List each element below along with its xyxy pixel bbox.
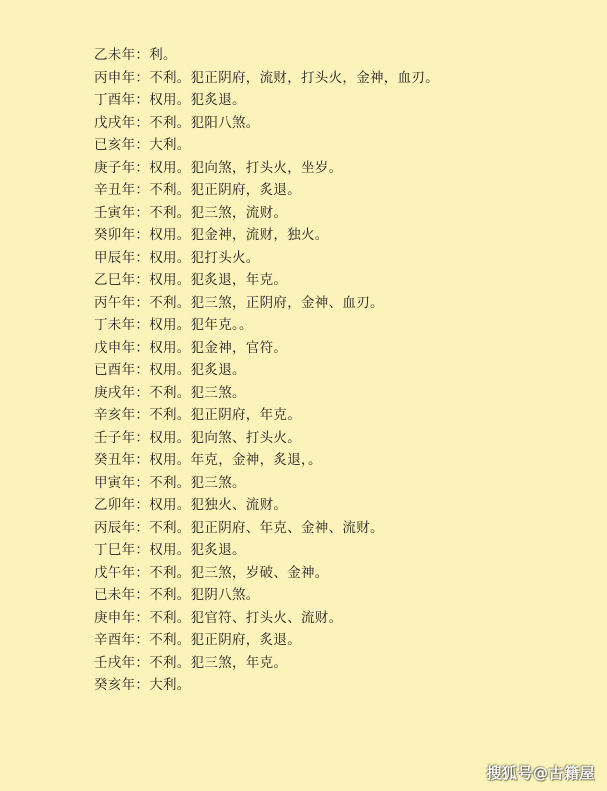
list-item: 乙卯年：权用。犯独火、流财。: [94, 497, 288, 513]
list-item: 庚子年：权用。犯向煞，打头火，坐岁。: [94, 159, 343, 176]
list-item: 癸丑年：权用。年克，金神，炙退，。: [94, 452, 322, 468]
list-item: 已未年：不利。犯阴八煞。: [94, 587, 260, 603]
list-item: 已亥年：大利。: [94, 137, 191, 153]
list-item: 戊午年：不利。犯三煞，岁破、金神。: [94, 564, 329, 581]
list-item: 丁巳年：权用。犯炙退。: [94, 542, 246, 558]
list-item: 辛丑年：不利。犯正阴府，炙退。: [94, 182, 301, 198]
list-item: 庚申年：不利。犯官符、打头火、流财。: [94, 609, 343, 626]
year-list: [94, 44, 574, 697]
list-item: 丙辰年：不利。犯正阴府、年克、金神、流财。: [94, 519, 384, 536]
list-item: 乙未年：利。: [94, 47, 177, 63]
list-item: 甲寅年：不利。犯三煞。: [94, 474, 246, 491]
list-item: 乙巳年：权用。犯炙退，年克。: [94, 272, 288, 288]
list-item: 丙申年：不利。犯正阴府，流财，打头火，金神，血刃。: [94, 69, 439, 86]
list-item: 丁未年：权用。犯年克。。: [94, 317, 253, 333]
list-item: 戊戌年：不利。犯阳八煞。: [94, 114, 260, 131]
list-item: 壬戌年：不利。犯三煞，年克。: [94, 654, 288, 671]
watermark: 搜狐号@古籍屋: [486, 764, 595, 782]
list-item: 丁酉年：权用。犯炙退。: [94, 92, 246, 108]
list-item: 已酉年：权用。犯炙退。: [94, 362, 246, 378]
list-item: 辛酉年：不利。犯正阴府，炙退。: [94, 632, 301, 648]
list-item: 甲辰年：权用。犯打头火。: [94, 249, 260, 266]
list-item: 壬子年：权用。犯向煞、打头火。: [94, 429, 301, 446]
list-item: 辛亥年：不利。犯正阴府，年克。: [94, 407, 301, 423]
list-item: 壬寅年：不利。犯三煞，流财。: [94, 204, 288, 221]
list-item: 丙午年：不利。犯三煞，正阴府，金神、血刃。: [94, 294, 384, 311]
list-item: 癸卯年：权用。犯金神，流财，独火。: [94, 227, 329, 243]
list-item: 戊申年：权用。犯金神，官符。: [94, 339, 288, 356]
list-item: 癸亥年：大利。: [94, 677, 191, 693]
list-item: 庚戌年：不利。犯三煞。: [94, 384, 246, 401]
